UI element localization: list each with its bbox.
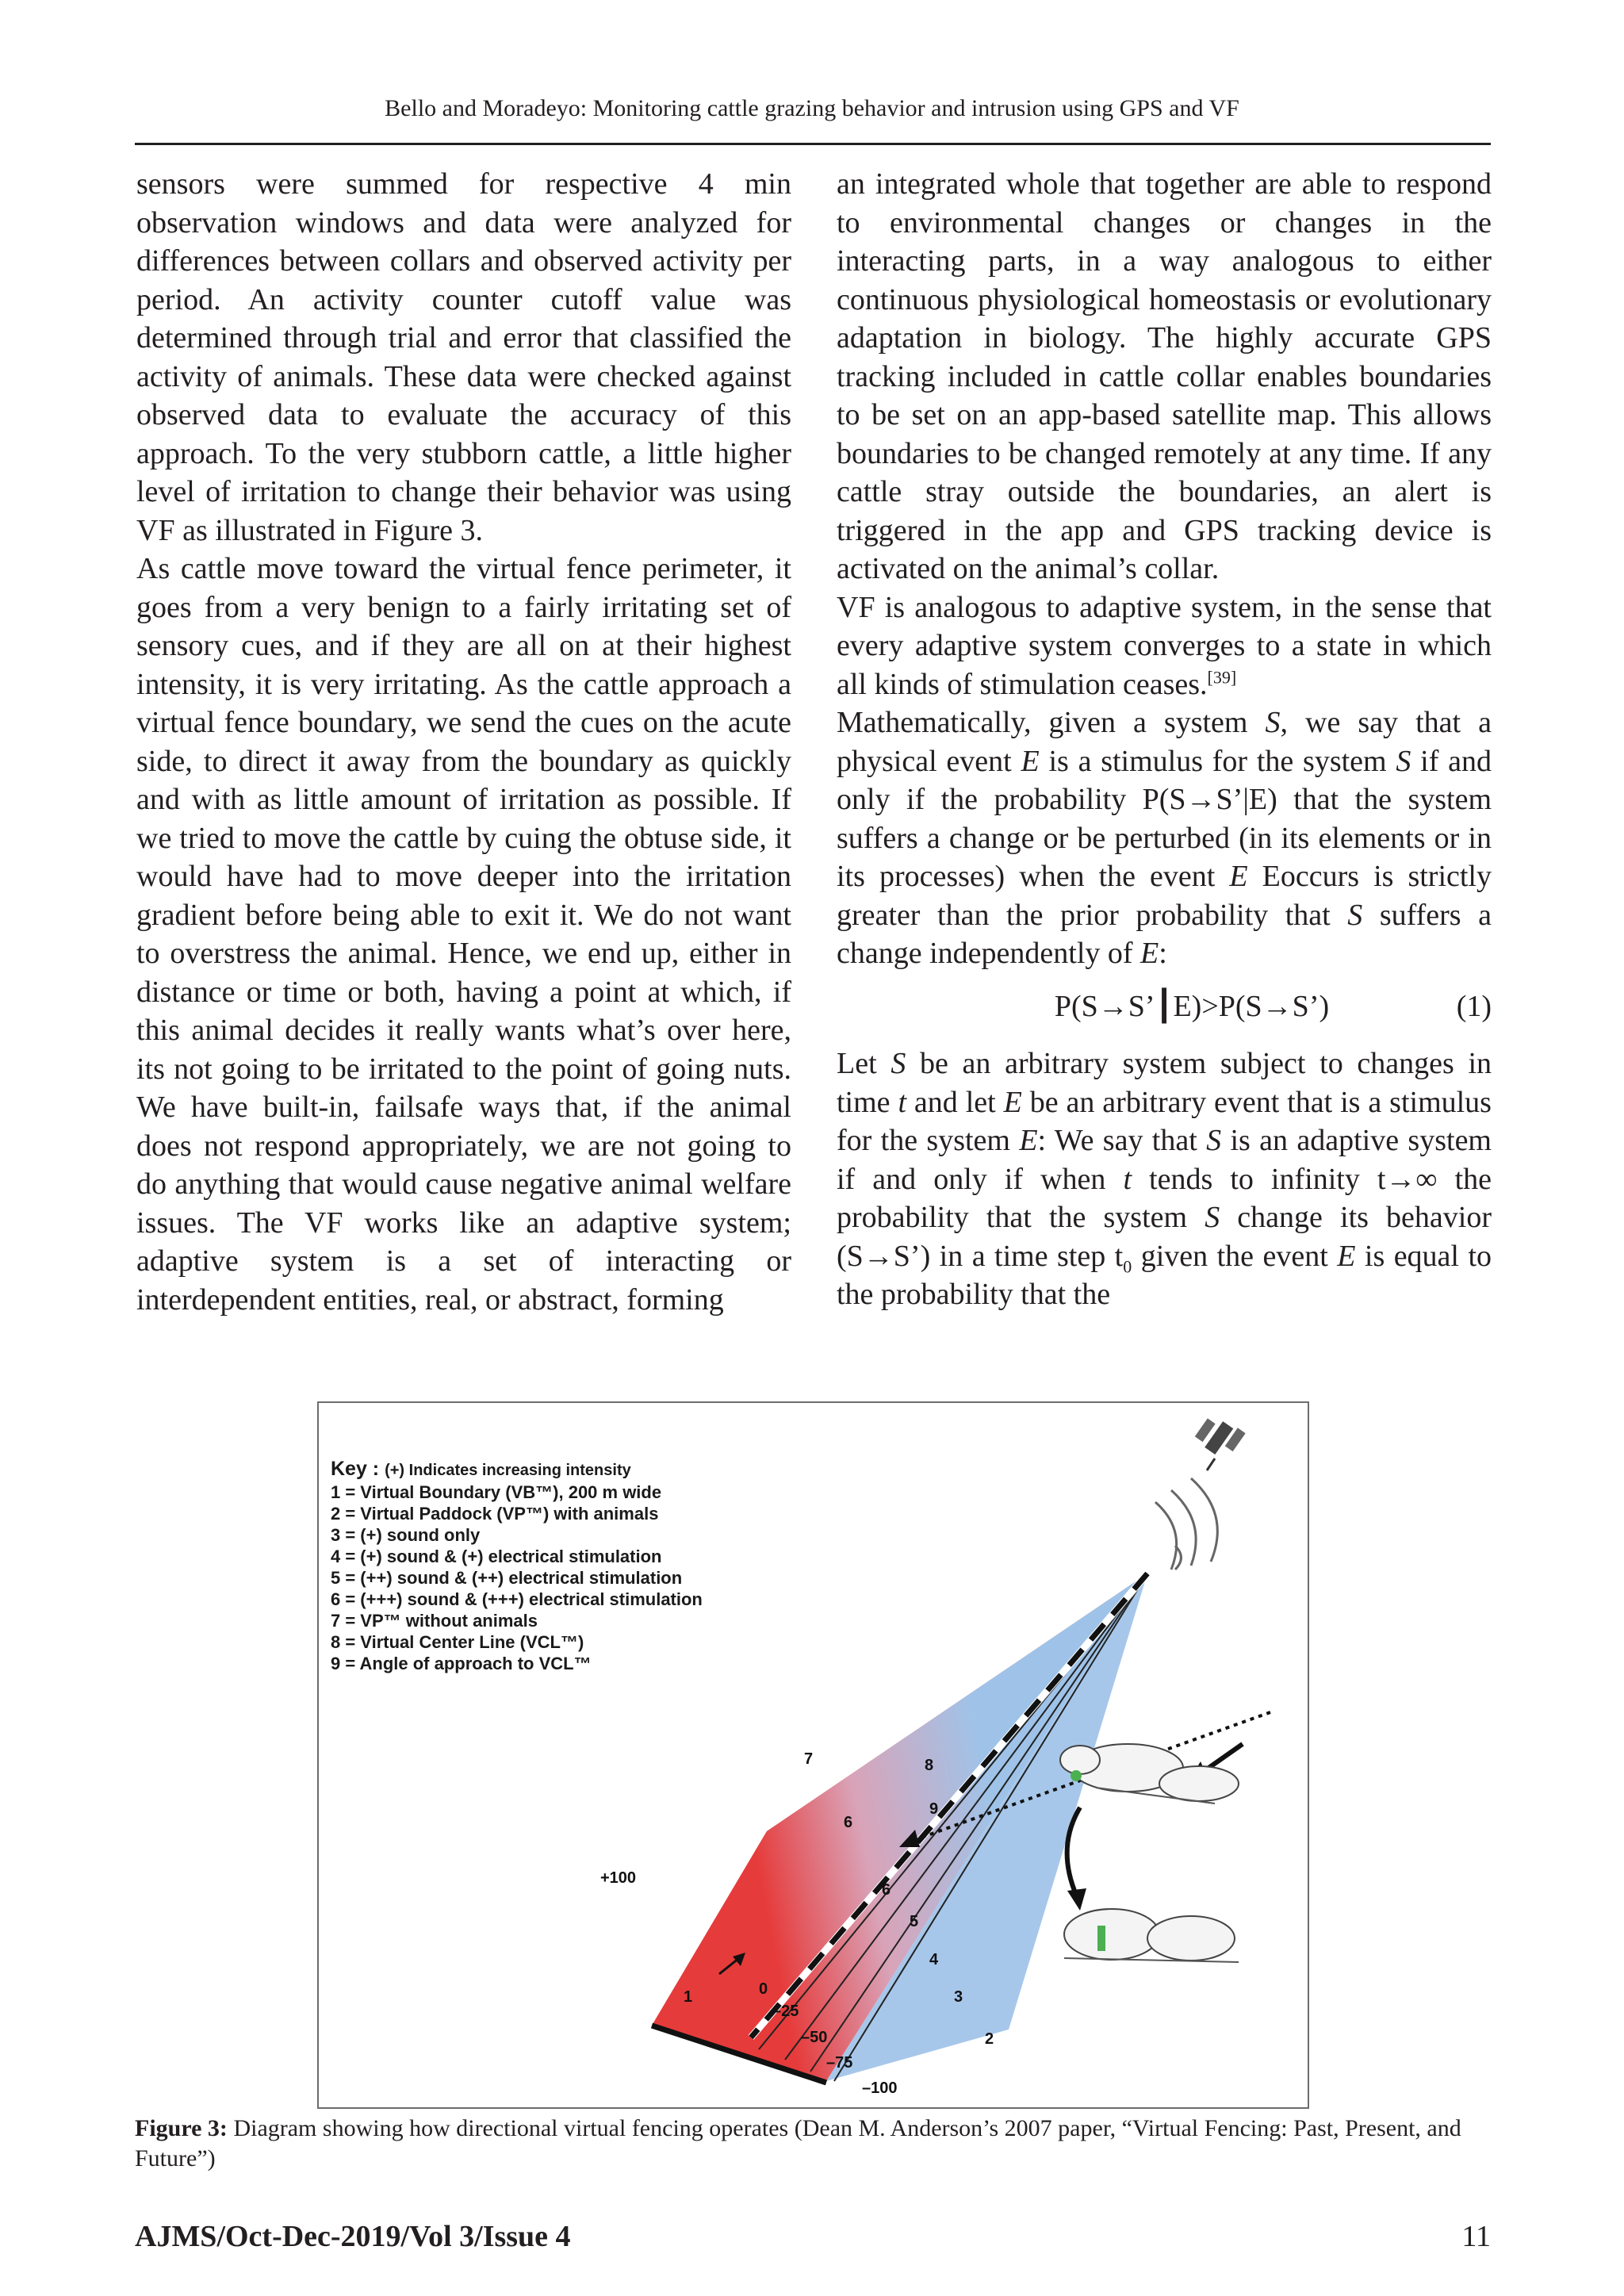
citation-ref: [39] xyxy=(1207,666,1237,687)
right-paragraph-3: Let S be an arbitrary system subject to changes in time t and let E be an arbitrary event that is a stimulus for the system E: We say that S is an adaptive system if and only if when t tends to infinity t→∞ the probability that the system S change its behavior (S→S’) in a time step $t_0$ given the event E is equal to the probability that the xyxy=(837,1047,1492,1311)
label-minus-50: –50 xyxy=(801,2029,828,2046)
cattle-upper-icon xyxy=(1060,1744,1239,1803)
journal-footer: AJMS/Oct-Dec-2019/Vol 3/Issue 4 xyxy=(135,2220,571,2253)
label-minus-75: –75 xyxy=(826,2054,853,2072)
caption-text: Diagram showing how directional virtual fencing operates (Dean M. Anderson’s 2007 paper, “Virtual Fencing: Past, Present, and Future”) xyxy=(135,2115,1461,2171)
key-item: 1 = Virtual Boundary (VB™), 200 m wide xyxy=(331,1482,662,1502)
signal-arcs xyxy=(1155,1478,1217,1570)
figure-caption xyxy=(135,2114,1499,2174)
label-7: 7 xyxy=(804,1750,814,1768)
equation-number: (1) xyxy=(1456,989,1492,1023)
label-minus-25: –25 xyxy=(772,2003,799,2020)
equation-1 xyxy=(837,987,1492,1026)
figure-3 xyxy=(317,1401,1309,2109)
label-plus-100: +100 xyxy=(600,1869,637,1887)
key-item: 9 = Angle of approach to VCL™ xyxy=(331,1654,592,1673)
caption-label: Figure 3: xyxy=(135,2115,228,2141)
key-item: 5 = (++) sound & (++) electrical stimulation xyxy=(331,1568,683,1588)
key-item: 8 = Virtual Center Line (VCL™) xyxy=(331,1632,584,1652)
label-2: 2 xyxy=(985,2030,994,2048)
right-column xyxy=(837,165,1492,1314)
label-9: 9 xyxy=(929,1800,939,1818)
label-1: 1 xyxy=(684,1988,693,2006)
right-paragraph-1: an integrated whole that together are able to respond to environmental changes or changes in the interacting parts, in a way analogous to either continuous physiological homeostasis or evolutionary adaptation in biology. The highly accurate GPS tracking included in cattle collar enables boundaries to be set on an app-based satellite map. This allows boundaries to be changed remotely at any time. If any cattle stray outside the boundaries, an alert is triggered in the app and GPS tracking device is activated on the animal’s collar. xyxy=(837,167,1492,585)
key-item: 3 = (+) sound only xyxy=(331,1525,481,1545)
page-number: 11 xyxy=(1461,2220,1491,2253)
equation-body: P(S→S’┃E)>P(S→S’) xyxy=(1054,989,1330,1023)
key-item: 6 = (+++) sound & (+++) electrical stimulation xyxy=(331,1589,703,1609)
label-6b: 6 xyxy=(882,1881,891,1899)
header-rule xyxy=(135,143,1491,145)
right-paragraph-2: VF is analogous to adaptive system, in the sense that every adaptive system converges to a state in which all kinds of stimulation ceases.[39] Mathematically, given a system S, we say that a physical event E is a stimulus for the system S if and only if the probability P(S→S’|E) that the system suffers a change or be perturbed (in its elements or in its processes) when the event E Eoccurs is strictly greater than the prior probability that S suffers a change independently of E: xyxy=(837,590,1492,970)
label-3: 3 xyxy=(954,1988,963,2006)
key-item: 4 = (+) sound & (+) electrical stimulation xyxy=(331,1547,662,1566)
label-5: 5 xyxy=(910,1913,919,1930)
label-6a: 6 xyxy=(844,1814,853,1831)
label-minus-100: –100 xyxy=(862,2079,898,2097)
key-item: 7 = VP™ without animals xyxy=(331,1611,538,1631)
turn-arrowhead xyxy=(1067,1888,1086,1911)
left-paragraph-1: sensors were summed for respective 4 min observation windows and data were analyzed for differences between collars and observed activity per period. An activity counter cutoff value was determined through trial and error that classified the activity of animals. These data were checked against observed data to evaluate the accuracy of this approach. To the very stubborn cattle, a little higher level of irritation to change their behavior was using VF as illustrated in Figure 3. xyxy=(136,167,791,547)
key-title: Key : (+) Indicates increasing intensity xyxy=(331,1458,631,1480)
satellite-icon xyxy=(1195,1418,1246,1470)
running-head: Bello and Moradeyo: Monitoring cattle grazing behavior and intrusion using GPS and VF xyxy=(385,95,1239,121)
figure-key xyxy=(331,1458,703,1674)
label-4: 4 xyxy=(929,1951,939,1968)
left-column xyxy=(136,165,791,1319)
label-8: 8 xyxy=(925,1757,934,1774)
cattle-lower-icon xyxy=(1064,1909,1239,1962)
label-0: 0 xyxy=(759,1980,768,1998)
left-paragraph-2: As cattle move toward the virtual fence perimeter, it goes from a very benign to a fairly irritating set of sensory cues, and if they are all on at their highest intensity, it is very irritating. As the cattle approach a virtual fence boundary, we send the cues on the acute side, to direct it away from the boundary as quickly and with as little amount of irritation as possible. If we tried to move the cattle by cuing the obtuse side, it would have had to move deeper into the irritation gradient before being able to exit it. We do not want to overstress the animal. Hence, we end up, either in distance or time or both, having a point at which, if this animal decides it really wants what’s over here, its not going to be irritated to the point of going nuts. We have built-in, failsafe ways that, if the animal does not respond appropriately, we are not going to do anything that would cause negative animal welfare issues. The VF works like an adaptive system; adaptive system is a set of interacting or interdependent entities, real, or abstract, forming xyxy=(136,552,791,1317)
key-item: 2 = Virtual Paddock (VP™) with animals xyxy=(331,1504,659,1524)
